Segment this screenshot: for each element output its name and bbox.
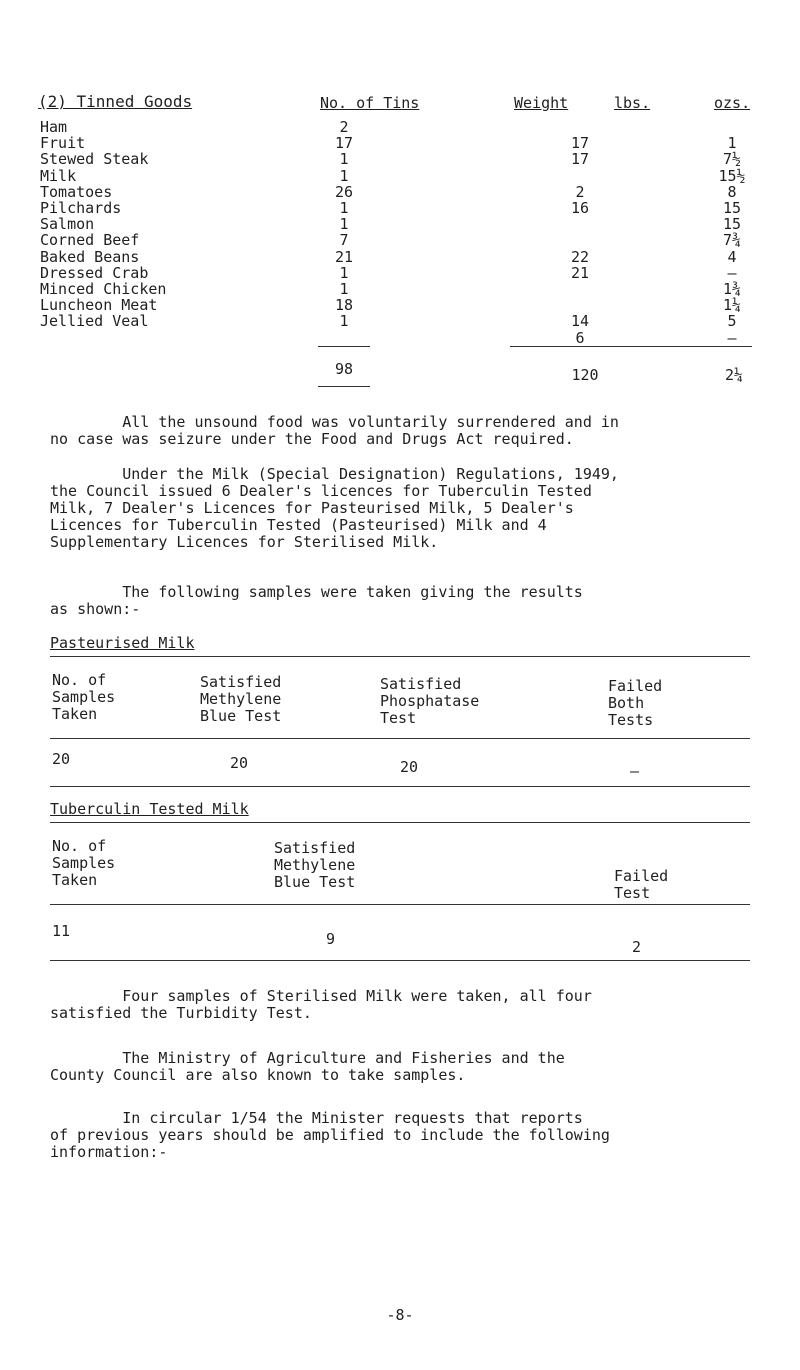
- tinned-item-tins: 7: [339, 231, 349, 250]
- paragraph-circular: In circular 1/54 the Minister requests that reports of previous years should be amplified to include the following information:-: [50, 1109, 610, 1161]
- weight-total-rule: [510, 346, 752, 347]
- section-heading-tuberculin-milk: Tuberculin Tested Milk: [50, 800, 249, 818]
- tins-total-rule-bottom: [318, 386, 370, 387]
- tinned-item-ozs: 7¾: [722, 231, 742, 250]
- tinned-item-ozs: –: [727, 328, 737, 347]
- tuberculin-table-header-rule: [50, 904, 750, 905]
- pasteurised-header-samples: No. of Samples Taken: [52, 671, 116, 723]
- tinned-item-name: Fruit: [40, 134, 86, 153]
- paragraph-samples-intro: The following samples were taken giving the results as shown:-: [50, 583, 583, 618]
- tuberculin-value-failed: 2: [632, 938, 642, 956]
- tuberculin-header-samples: No. of Samples Taken: [52, 837, 116, 889]
- tuberculin-value-methylene: 9: [326, 930, 336, 948]
- tinned-item-lbs: 6: [575, 328, 585, 347]
- tinned-item-lbs: 22: [570, 247, 590, 266]
- pasteurised-header-failed: Failed Both Tests: [608, 677, 663, 729]
- tinned-item-name: Pilchards: [40, 199, 122, 217]
- tinned-item-tins: 2: [339, 118, 349, 136]
- tinned-item-name: Ham: [40, 118, 68, 136]
- tinned-item-ozs: 15: [722, 199, 742, 217]
- tinned-item-lbs: 2: [575, 182, 585, 201]
- tuberculin-value-samples: 11: [52, 922, 71, 940]
- pasteurised-table-top-rule: [50, 656, 750, 657]
- pasteurised-value-methylene: 20: [230, 754, 249, 772]
- total-ozs: 2¼: [724, 366, 744, 384]
- tinned-item-ozs: –: [727, 263, 737, 282]
- tinned-item-name: Dressed Crab: [40, 263, 149, 282]
- tinned-item-lbs: 14: [570, 312, 590, 331]
- tinned-item-name: Corned Beef: [40, 231, 140, 250]
- pasteurised-table-header-rule: [50, 738, 750, 739]
- pasteurised-table-bottom-rule: [50, 786, 750, 787]
- tinned-item-name: Tomatoes: [40, 182, 113, 201]
- tinned-item-name: Stewed Steak: [40, 150, 149, 169]
- tinned-item-lbs: 21: [570, 263, 590, 282]
- tinned-item-name: Baked Beans: [40, 247, 140, 266]
- tinned-item-tins: 1: [339, 280, 349, 298]
- tinned-item-tins: 1: [339, 166, 349, 185]
- tinned-item-lbs: 16: [570, 199, 590, 217]
- tinned-item-lbs: 17: [570, 150, 590, 169]
- tinned-item-tins: 21: [334, 247, 354, 266]
- pasteurised-value-phosphatase: 20: [400, 758, 419, 776]
- tinned-item-tins: 17: [334, 134, 354, 153]
- tinned-item-ozs: 15: [722, 215, 742, 234]
- section-heading-tinned-goods: (2) Tinned Goods: [38, 92, 193, 111]
- paragraph-sterilised-milk: Four samples of Sterilised Milk were taken, all four satisfied the Turbidity Test.: [50, 987, 592, 1022]
- tinned-item-ozs: 4: [727, 247, 737, 266]
- tinned-item-lbs: 17: [570, 134, 590, 153]
- tins-total-rule: [318, 346, 370, 347]
- tuberculin-table-top-rule: [50, 822, 750, 823]
- tinned-item-ozs: 8: [727, 182, 737, 201]
- paragraph-surrendered-food: All the unsound food was voluntarily surrendered and in no case was seizure under the Food and Drugs Act required.: [50, 413, 619, 448]
- pasteurised-header-phosphatase: Satisfied Phosphatase Test: [380, 675, 480, 727]
- tinned-item-ozs: 7½: [722, 150, 742, 169]
- total-lbs: 120: [571, 366, 599, 384]
- pasteurised-value-samples: 20: [52, 750, 71, 768]
- tuberculin-header-methylene: Satisfied Methylene Blue Test: [274, 839, 356, 891]
- tinned-item-tins: 1: [339, 312, 349, 331]
- column-header-tins: No. of Tins: [320, 94, 420, 112]
- tinned-item-name: Luncheon Meat: [40, 296, 158, 315]
- tinned-item-name: Salmon: [40, 215, 95, 234]
- tinned-item-tins: 1: [339, 150, 349, 169]
- tinned-item-tins: 1: [339, 215, 349, 234]
- pasteurised-header-methylene: Satisfied Methylene Blue Test: [200, 673, 282, 725]
- section-heading-pasteurised-milk: Pasteurised Milk: [50, 634, 195, 652]
- tinned-item-name: Milk: [40, 166, 77, 185]
- total-tins: 98: [334, 360, 354, 378]
- tinned-item-ozs: 1¾: [722, 280, 742, 298]
- tinned-item-name: Jellied Veal: [40, 312, 149, 331]
- tinned-item-ozs: 1: [727, 134, 737, 153]
- tinned-item-tins: 18: [334, 296, 354, 315]
- column-header-lbs: lbs.: [614, 94, 651, 112]
- tinned-item-tins: 1: [339, 199, 349, 217]
- page-number: -8-: [386, 1306, 414, 1324]
- paragraph-ministry-samples: The Ministry of Agriculture and Fisheries and the County Council are also known to take samples.: [50, 1049, 565, 1084]
- tuberculin-table-bottom-rule: [50, 960, 750, 961]
- tinned-item-ozs: 1¼: [722, 296, 742, 315]
- tinned-item-ozs: 5: [727, 312, 737, 331]
- tinned-item-ozs: 15½: [718, 166, 746, 185]
- tinned-item-name: Minced Chicken: [40, 280, 167, 298]
- tuberculin-header-failed: Failed Test: [614, 867, 669, 902]
- tinned-item-tins: 26: [334, 182, 354, 201]
- tinned-item-tins: 1: [339, 263, 349, 282]
- pasteurised-value-failed: –: [630, 762, 640, 780]
- column-header-ozs: ozs.: [714, 94, 751, 112]
- column-header-weight: Weight: [514, 94, 569, 112]
- paragraph-milk-licences: Under the Milk (Special Designation) Regulations, 1949, the Council issued 6 Dealer's licences for Tuberculin Tested Milk, 7 Dealer's Licences for Pasteurised Milk, 5 Dealer's Licences for Tuberculin Tested (Pasteurised) Milk and 4 Supplementary Licences for Sterilised Milk.: [50, 465, 619, 551]
